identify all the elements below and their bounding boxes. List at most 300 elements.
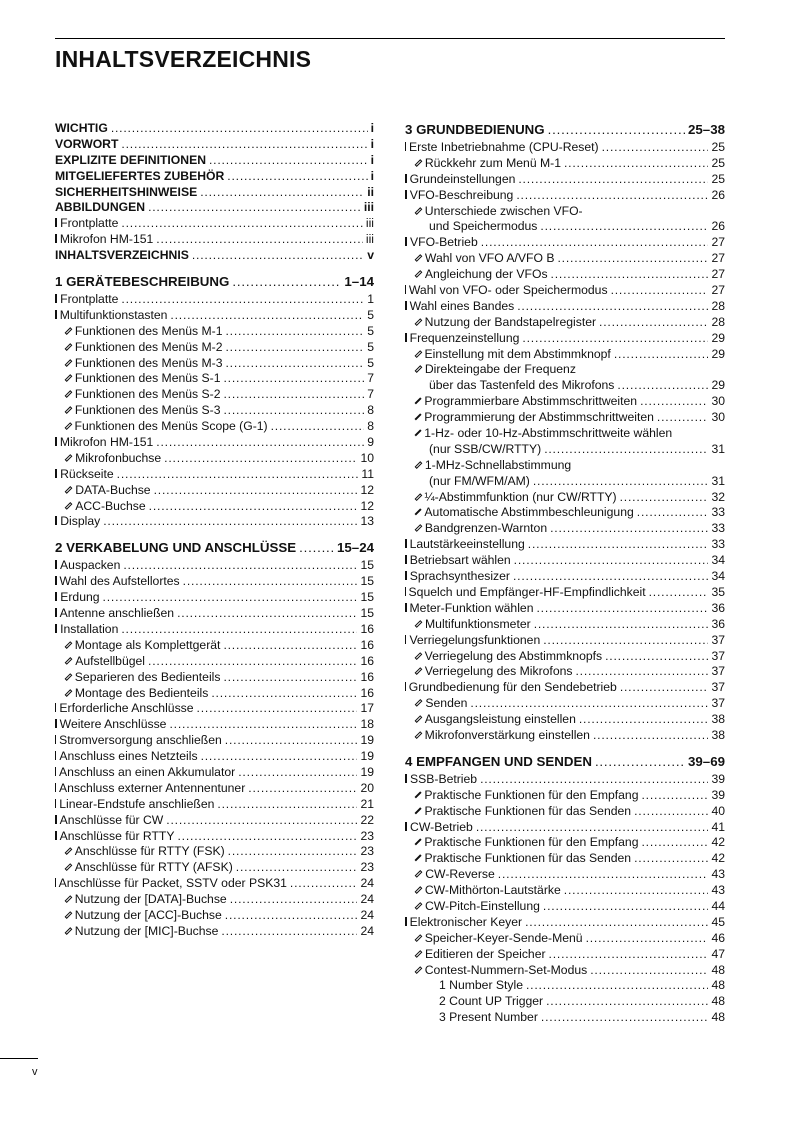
- toc-chapter[interactable]: [55, 539, 374, 556]
- toc-entry[interactable]: [405, 851, 725, 867]
- toc-entry[interactable]: [405, 915, 725, 931]
- toc-entry-page: 13: [360, 514, 374, 529]
- toc-entry[interactable]: [55, 356, 374, 372]
- diamond-bullet-icon: [65, 343, 73, 351]
- toc-entry[interactable]: [55, 749, 374, 765]
- toc-entry-page: 15–24: [337, 540, 374, 556]
- toc-entry[interactable]: [405, 537, 725, 553]
- dot-leader: [517, 299, 708, 315]
- toc-entry[interactable]: [405, 140, 725, 156]
- toc-entry[interactable]: [55, 467, 374, 483]
- square-bullet-icon: [55, 767, 56, 776]
- toc-column-right: [405, 121, 725, 1026]
- toc-entry[interactable]: [405, 978, 725, 994]
- diamond-bullet-icon: [65, 502, 73, 510]
- toc-entry[interactable]: [55, 844, 374, 860]
- square-bullet-icon: [55, 469, 57, 478]
- square-bullet-icon: [55, 576, 57, 585]
- toc-chapter[interactable]: [405, 753, 725, 770]
- toc-entry[interactable]: [55, 765, 374, 781]
- dot-leader: [156, 435, 364, 451]
- toc-entry[interactable]: [55, 185, 374, 201]
- toc-entry[interactable]: [405, 696, 725, 712]
- toc-entry-page: 45: [711, 914, 725, 929]
- diamond-bullet-icon: [415, 839, 422, 846]
- toc-entry-title: INHALTSVERZEICHNIS: [55, 248, 189, 263]
- toc-entry-page: 39: [711, 787, 725, 802]
- toc-entry[interactable]: [405, 585, 725, 601]
- toc-entry-title: Einstellung mit dem Abstimmknopf: [424, 346, 611, 361]
- diamond-bullet-icon: [415, 902, 423, 910]
- dot-leader: [470, 696, 708, 712]
- toc-entry-page: 29: [711, 330, 725, 345]
- square-bullet-icon: [405, 174, 407, 183]
- toc-entry-page: 10: [360, 450, 374, 465]
- diamond-bullet-icon: [65, 911, 73, 919]
- toc-entry[interactable]: [55, 558, 374, 574]
- dot-leader: [528, 537, 709, 553]
- toc-entry[interactable]: [405, 728, 725, 744]
- toc-entry[interactable]: [55, 514, 374, 530]
- toc-entry[interactable]: [55, 403, 374, 419]
- toc-entry-page: 18: [360, 717, 374, 732]
- toc-entry-title: Wahl des Aufstellortes: [59, 574, 180, 589]
- toc-entry-page: 36: [711, 616, 725, 631]
- dot-leader: [476, 820, 709, 836]
- toc-entry[interactable]: [405, 442, 725, 458]
- toc-entry-title: Ausgangsleistung einstellen: [424, 712, 576, 727]
- diamond-bullet-icon: [415, 934, 423, 942]
- toc-entry-title: Verriegelungsfunktionen: [409, 632, 541, 647]
- dot-leader: [121, 216, 362, 232]
- toc-entry-title: Verriegelung des Mikrofons: [424, 664, 573, 679]
- toc-entry-title: Bandgrenzen-Warnton: [424, 521, 548, 536]
- dot-leader: [525, 915, 708, 931]
- toc-entry[interactable]: [405, 331, 725, 347]
- toc-entry-title: Anschlüsse für RTTY (FSK): [74, 844, 225, 859]
- toc-entry-title: Mikrofonverstärkung einstellen: [424, 727, 590, 742]
- toc-entry-title: Funktionen des Menüs M-3: [74, 355, 223, 370]
- dot-leader: [579, 712, 709, 728]
- toc-entry[interactable]: [55, 797, 374, 813]
- toc-entry-title: 1-Hz- oder 10-Hz-Abstimmschrittweite wählen: [424, 426, 673, 441]
- toc-entry-title: Direkteingabe der Frequenz: [424, 362, 576, 377]
- toc-entry[interactable]: [405, 204, 725, 220]
- toc-entry[interactable]: [405, 347, 725, 363]
- toc-entry-page: 33: [711, 537, 725, 552]
- toc-entry[interactable]: [405, 899, 725, 915]
- toc-entry[interactable]: [55, 924, 374, 940]
- toc-entry-title: Squelch und Empfänger-HF-Empfindlichkeit: [408, 584, 646, 599]
- dot-leader: [232, 273, 341, 290]
- toc-entry-page: 44: [711, 898, 725, 913]
- dot-leader: [170, 308, 364, 324]
- toc-entry[interactable]: [55, 717, 374, 733]
- toc-entry[interactable]: [405, 490, 725, 506]
- toc-entry[interactable]: [405, 362, 725, 378]
- toc-entry-title: 4 EMPFANGEN UND SENDEN: [405, 753, 592, 769]
- dot-leader: [590, 963, 708, 979]
- toc-entry[interactable]: [55, 908, 374, 924]
- toc-entry-title: Programmierbare Abstimmschrittweiten: [424, 394, 638, 409]
- toc-entry[interactable]: [55, 606, 374, 622]
- diamond-bullet-icon: [415, 731, 423, 739]
- toc-entry[interactable]: [55, 308, 374, 324]
- toc-entry[interactable]: [405, 474, 725, 490]
- dot-leader: [481, 235, 709, 251]
- toc-entry-page: 23: [360, 828, 374, 843]
- toc-entry[interactable]: [55, 876, 374, 892]
- diamond-bullet-icon: [65, 486, 73, 494]
- toc-entry[interactable]: [55, 670, 374, 686]
- toc-entry-title: DATA-Buchse: [75, 482, 151, 497]
- toc-entry-page: 30: [711, 410, 725, 425]
- toc-entry[interactable]: [55, 733, 374, 749]
- diamond-bullet-icon: [415, 525, 423, 533]
- toc-entry-title: Funktionen des Menüs S-3: [74, 403, 221, 418]
- toc-entry-page: 25: [711, 155, 725, 170]
- dot-leader: [226, 324, 365, 340]
- toc-entry[interactable]: [55, 701, 374, 717]
- square-bullet-icon: [55, 719, 57, 728]
- toc-entry[interactable]: [405, 633, 725, 649]
- toc-entry-page: iii: [365, 216, 374, 231]
- square-bullet-icon: [55, 608, 57, 617]
- toc-entry-title: Funktionen des Menüs S-2: [74, 387, 221, 402]
- dot-leader: [657, 410, 709, 426]
- toc-entry[interactable]: [405, 315, 725, 331]
- dot-leader: [602, 140, 709, 156]
- dot-leader: [236, 860, 358, 876]
- toc-entry-page: 12: [360, 498, 374, 513]
- toc-entry[interactable]: [405, 963, 725, 979]
- diamond-bullet-icon: [415, 159, 423, 167]
- toc-entry-page: 7: [367, 387, 374, 402]
- toc-entry-page: 19: [360, 733, 374, 748]
- diamond-bullet-icon: [65, 406, 73, 414]
- toc-entry[interactable]: [405, 804, 725, 820]
- dot-leader: [557, 251, 708, 267]
- toc-entry-page: 27: [711, 267, 725, 282]
- toc-entry[interactable]: [405, 788, 725, 804]
- toc-entry-title: Praktische Funktionen für das Senden: [424, 803, 632, 818]
- toc-entry-page: 36: [711, 600, 725, 615]
- dot-leader: [634, 851, 708, 867]
- toc-entry[interactable]: [55, 292, 374, 308]
- square-bullet-icon: [405, 539, 407, 548]
- toc-entry-title: Erste Inbetriebnahme (CPU-Reset): [408, 140, 599, 154]
- toc-entry-page: 9: [367, 435, 374, 450]
- square-bullet-icon: [405, 237, 407, 246]
- toc-entry[interactable]: [405, 299, 725, 315]
- toc-entry-title: Grundeinstellungen: [409, 171, 516, 186]
- diamond-bullet-icon: [65, 864, 73, 872]
- dot-leader: [513, 569, 708, 585]
- toc-entry[interactable]: [55, 435, 374, 451]
- square-bullet-icon: [405, 603, 407, 612]
- square-bullet-icon: [55, 234, 57, 243]
- toc-entry[interactable]: [405, 712, 725, 728]
- dot-leader: [620, 490, 709, 506]
- square-bullet-icon: [55, 751, 56, 760]
- toc-entry[interactable]: [405, 947, 725, 963]
- square-bullet-icon: [55, 592, 57, 601]
- diamond-bullet-icon: [415, 429, 422, 436]
- dot-leader: [634, 804, 708, 820]
- toc-entry-page: 26: [711, 187, 725, 202]
- toc-entry[interactable]: [55, 451, 374, 467]
- diamond-bullet-icon: [415, 270, 423, 278]
- toc-entry[interactable]: [405, 601, 725, 617]
- toc-entry-page: 47: [711, 946, 725, 961]
- toc-entry[interactable]: [55, 622, 374, 638]
- dot-leader: [103, 590, 358, 606]
- diamond-bullet-icon: [65, 375, 73, 383]
- toc-entry-title: Betriebsart wählen: [409, 553, 511, 568]
- toc-entry[interactable]: [55, 153, 374, 169]
- toc-entry[interactable]: [405, 883, 725, 899]
- toc-entry[interactable]: [55, 169, 374, 185]
- toc-entry-title: 2 Count UP Trigger: [439, 994, 544, 1009]
- toc-entry-page: 15: [360, 590, 374, 605]
- toc-entry-title: CW-Pitch-Einstellung: [424, 898, 540, 913]
- toc-entry-page: 28: [711, 314, 725, 329]
- dot-leader: [611, 283, 709, 299]
- diamond-bullet-icon: [65, 689, 73, 697]
- toc-entry[interactable]: [405, 569, 725, 585]
- toc-entry-title: Automatische Abstimmbeschleunigung: [424, 505, 634, 520]
- dot-leader: [536, 601, 708, 617]
- toc-entry-page: 20: [360, 780, 374, 795]
- dot-leader: [586, 931, 709, 947]
- toc-entry-page: 42: [711, 835, 725, 850]
- dot-leader: [649, 585, 709, 601]
- toc-entry[interactable]: [405, 994, 725, 1010]
- toc-entry-page: 19: [360, 764, 374, 779]
- toc-entry-page: 40: [711, 803, 725, 818]
- toc-entry[interactable]: [405, 664, 725, 680]
- toc-entry[interactable]: [55, 419, 374, 435]
- toc-entry-title: (nur FM/WFM/AM): [429, 473, 530, 488]
- toc-entry[interactable]: [55, 324, 374, 340]
- toc-entry[interactable]: [55, 200, 374, 216]
- toc-entry[interactable]: [405, 188, 725, 204]
- dot-leader: [534, 617, 709, 633]
- diamond-bullet-icon: [415, 366, 423, 374]
- square-bullet-icon: [405, 333, 407, 342]
- toc-entry[interactable]: [405, 772, 725, 788]
- dot-leader: [605, 649, 708, 665]
- toc-entry[interactable]: [55, 340, 374, 356]
- toc-entry-title: Erdung: [60, 590, 100, 605]
- toc-entry-page: 7: [367, 371, 374, 386]
- toc-entry[interactable]: [55, 654, 374, 670]
- toc-entry-page: 15: [360, 574, 374, 589]
- toc-entry[interactable]: [55, 371, 374, 387]
- toc-entry-title: Rückseite: [60, 466, 114, 481]
- toc-entry-title: Programmierung der Abstimmschrittweiten: [424, 410, 654, 425]
- top-rule: [55, 38, 725, 39]
- dot-leader: [225, 733, 358, 749]
- dot-leader: [223, 670, 357, 686]
- dot-leader: [225, 908, 358, 924]
- diamond-bullet-icon: [415, 668, 423, 676]
- toc-entry-title: Anschlüsse für RTTY: [59, 828, 175, 843]
- dot-leader: [154, 483, 358, 499]
- diamond-bullet-icon: [415, 870, 423, 878]
- diamond-bullet-icon: [415, 652, 423, 660]
- toc-entry-title: Stromversorgung anschließen: [59, 733, 222, 748]
- dot-leader: [290, 876, 358, 892]
- toc-entry[interactable]: [405, 394, 725, 410]
- toc-entry-page: 25: [711, 171, 725, 186]
- toc-entry[interactable]: [55, 860, 374, 876]
- toc-entry[interactable]: [405, 931, 725, 947]
- dot-leader: [546, 994, 708, 1010]
- square-bullet-icon: [55, 703, 56, 712]
- toc-entry-title: Contest-Nummern-Set-Modus: [424, 962, 588, 977]
- toc-entry-page: 37: [711, 696, 725, 711]
- toc-entry-title: Multifunktionstasten: [59, 307, 168, 322]
- toc-entry[interactable]: [405, 680, 725, 696]
- dot-leader: [177, 606, 357, 622]
- toc-entry-page: 24: [360, 876, 374, 891]
- diamond-bullet-icon: [65, 359, 73, 367]
- toc-entry[interactable]: [405, 219, 725, 235]
- toc-entry-title: Editieren der Speicher: [424, 946, 546, 961]
- toc-entry-page: 35: [711, 584, 725, 599]
- diamond-bullet-icon: [65, 422, 72, 429]
- toc-entry[interactable]: [405, 649, 725, 665]
- toc-entry-page: 48: [711, 962, 725, 977]
- toc-entry[interactable]: [405, 267, 725, 283]
- toc-entry-title: 2 VERKABELUNG UND ANSCHLÜSSE: [55, 540, 297, 556]
- toc-entry-title: Anschlüsse für RTTY (AFSK): [74, 860, 233, 875]
- toc-entry[interactable]: [405, 235, 725, 251]
- toc-entry[interactable]: [405, 458, 725, 474]
- toc-entry[interactable]: [405, 426, 725, 442]
- dot-leader: [217, 797, 357, 813]
- toc-entry[interactable]: [405, 283, 725, 299]
- dot-leader: [166, 813, 357, 829]
- toc-entry[interactable]: [405, 410, 725, 426]
- dot-leader: [117, 467, 359, 483]
- toc-entry[interactable]: [55, 499, 374, 515]
- dot-leader: [299, 539, 334, 556]
- diamond-bullet-icon: [415, 509, 422, 516]
- toc-entry[interactable]: [405, 553, 725, 569]
- dot-leader: [223, 403, 364, 419]
- toc-chapter[interactable]: [55, 273, 374, 290]
- toc-entry-page: i: [370, 152, 374, 167]
- square-bullet-icon: [405, 555, 407, 564]
- toc-entry[interactable]: [405, 521, 725, 537]
- toc-entry-title: Nutzung der [MIC]-Buchse: [74, 923, 219, 938]
- toc-chapter[interactable]: [405, 121, 725, 138]
- toc-entry-title: Senden: [425, 696, 468, 711]
- toc-entry[interactable]: [55, 248, 374, 264]
- dot-leader: [149, 499, 358, 515]
- dot-leader: [641, 788, 708, 804]
- toc-entry[interactable]: [55, 137, 374, 153]
- toc-entry[interactable]: [55, 216, 374, 232]
- diamond-bullet-icon: [65, 657, 73, 665]
- dot-leader: [164, 451, 357, 467]
- dot-leader: [543, 899, 709, 915]
- diamond-bullet-icon: [65, 673, 73, 681]
- toc-entry[interactable]: [55, 483, 374, 499]
- dot-leader: [148, 654, 357, 670]
- dot-leader: [514, 553, 709, 569]
- toc-entry[interactable]: [405, 172, 725, 188]
- toc-entry[interactable]: [55, 781, 374, 797]
- toc-entry[interactable]: [405, 505, 725, 521]
- toc-entry-title: 3 Present Number: [439, 1010, 538, 1025]
- toc-entry-page: 21: [360, 796, 374, 811]
- dot-leader: [227, 169, 367, 185]
- toc-entry-page: 27: [711, 283, 725, 298]
- toc-entry[interactable]: [55, 232, 374, 248]
- diamond-bullet-icon: [415, 807, 422, 814]
- dot-leader: [544, 442, 708, 458]
- toc-entry-page: 22: [360, 812, 374, 827]
- toc-entry-title: Mikrofon HM-151: [59, 435, 154, 450]
- square-bullet-icon: [405, 917, 407, 926]
- toc-entry[interactable]: [55, 686, 374, 702]
- toc-entry-page: 28: [711, 298, 725, 313]
- toc-entry[interactable]: [405, 251, 725, 267]
- dot-leader: [526, 978, 708, 994]
- toc-entry-page: i: [370, 168, 374, 183]
- toc-entry[interactable]: [55, 813, 374, 829]
- toc-entry-title: Weitere Anschlüsse: [59, 717, 167, 732]
- toc-entry-title: Linear-Endstufe anschließen: [59, 796, 215, 811]
- square-bullet-icon: [55, 437, 57, 446]
- toc-entry[interactable]: [405, 820, 725, 836]
- toc-entry-title: Wahl von VFO- oder Speichermodus: [408, 283, 608, 298]
- toc-entry[interactable]: [55, 638, 374, 654]
- toc-entry-title: Anschlüsse für CW: [59, 812, 164, 827]
- toc-entry-title: Montage als Komplettgerät: [74, 637, 221, 652]
- dot-leader: [201, 749, 358, 765]
- toc-entry[interactable]: [405, 378, 725, 394]
- dot-leader: [271, 419, 365, 435]
- toc-entry[interactable]: [55, 121, 374, 137]
- toc-entry[interactable]: [55, 829, 374, 845]
- toc-entry[interactable]: [55, 590, 374, 606]
- toc-entry[interactable]: [55, 387, 374, 403]
- toc-entry[interactable]: [405, 867, 725, 883]
- toc-entry-title: Auspacken: [60, 558, 121, 573]
- toc-entry-title: SICHERHEITSHINWEISE: [55, 184, 198, 199]
- toc-entry-title: Funktionen des Menüs M-1: [74, 323, 223, 338]
- toc-entry-page: 11: [361, 466, 374, 481]
- toc-entry[interactable]: [405, 617, 725, 633]
- diamond-bullet-icon: [65, 641, 73, 649]
- toc-entry[interactable]: [405, 835, 725, 851]
- toc-entry[interactable]: [55, 892, 374, 908]
- toc-entry-title: (nur SSB/CW/RTTY): [429, 441, 542, 456]
- toc-entry-page: 38: [711, 727, 725, 742]
- toc-entry-page: 37: [711, 680, 725, 695]
- dot-leader: [221, 924, 357, 940]
- dot-leader: [228, 844, 358, 860]
- toc-entry[interactable]: [55, 574, 374, 590]
- diamond-bullet-icon: [415, 886, 423, 894]
- square-bullet-icon: [405, 822, 407, 831]
- toc-entry[interactable]: [405, 1010, 725, 1026]
- toc-entry[interactable]: [405, 156, 725, 172]
